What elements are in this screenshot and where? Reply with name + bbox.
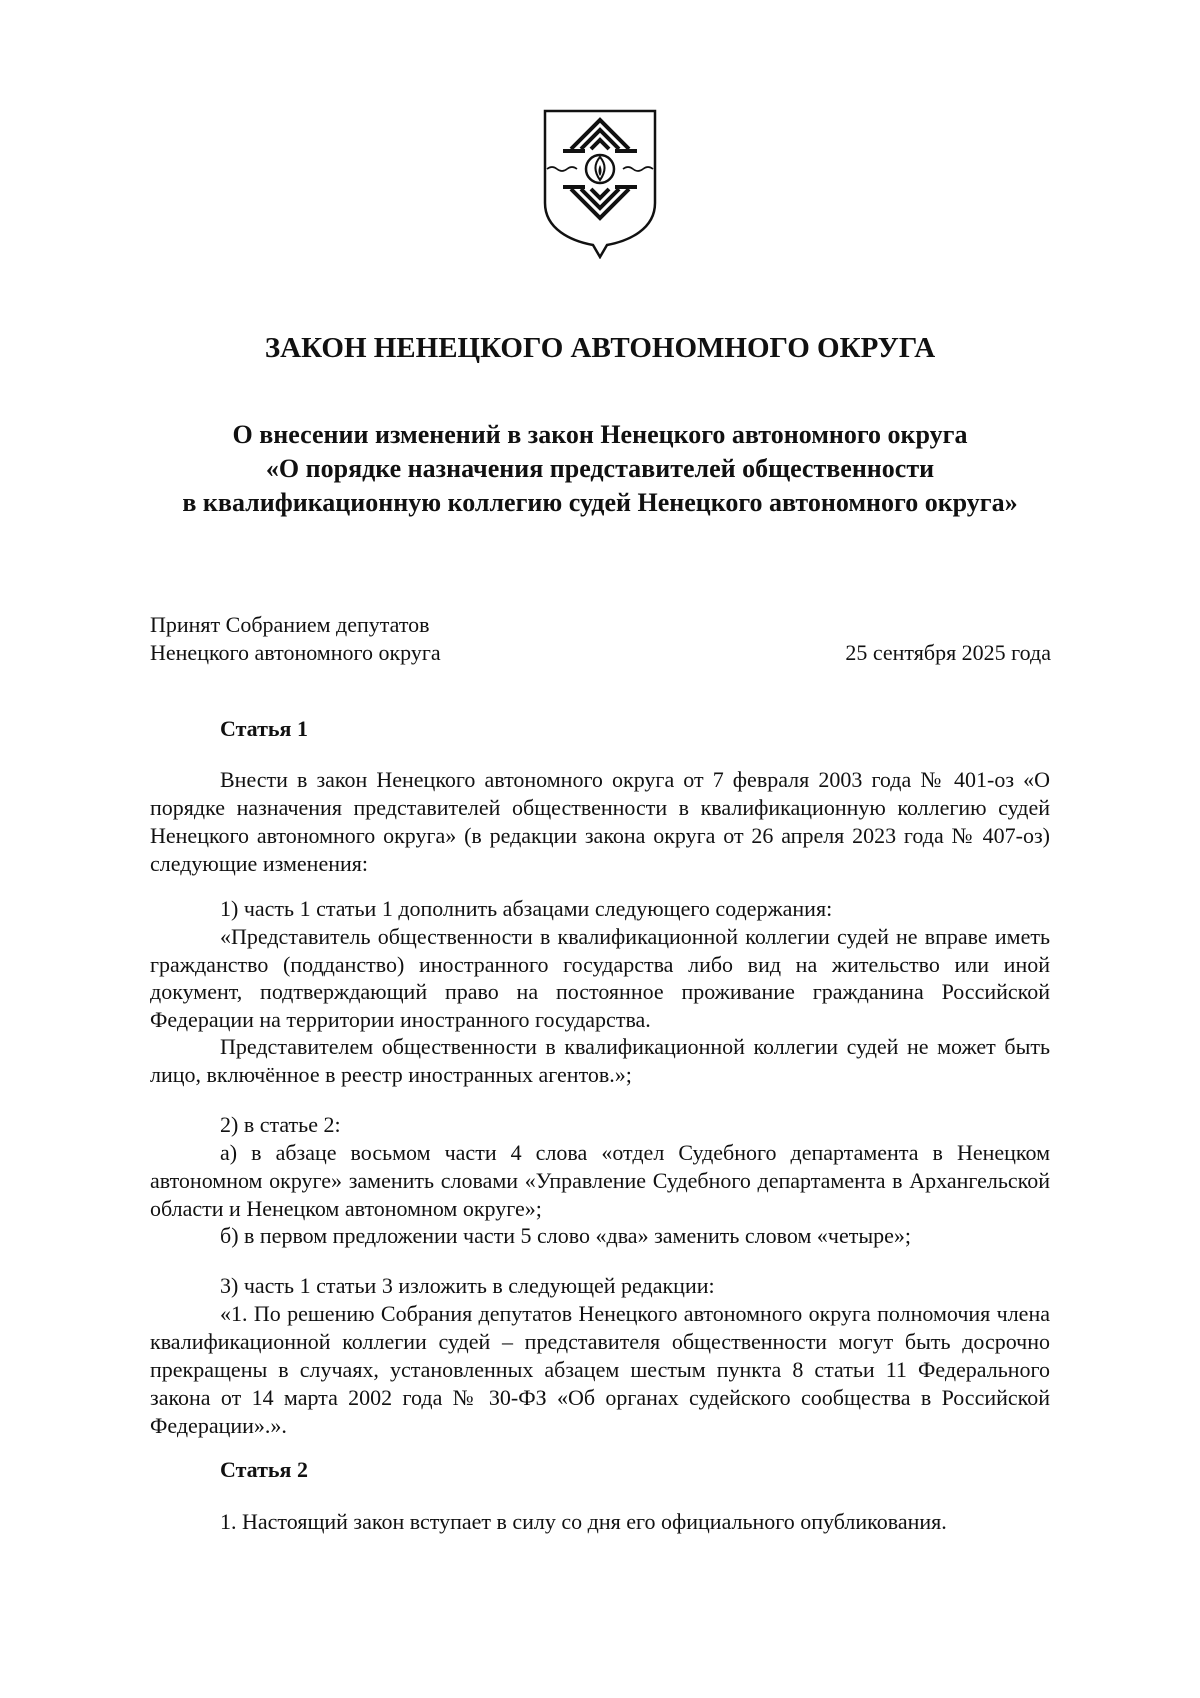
article-1-item-2-a: а) в абзаце восьмом части 4 слова «отдел Судебного департамента в Ненецком автономном округе» заменить словами «Управление Судебного департамента в Архангельской области и Ненецком автономном округе»; xyxy=(150,1140,1050,1221)
adopting-body-line: Принят Собранием депутатов xyxy=(150,612,430,637)
law-subtitle-line: О внесении изменений в закон Ненецкого автономного округа xyxy=(232,420,968,449)
article-2-heading: Статья 2 xyxy=(220,1457,308,1482)
article-1-item-1: 1) часть 1 статьи 1 дополнить абзацами следующего содержания: xyxy=(220,896,833,921)
adopting-body xyxy=(150,611,441,667)
law-subtitle xyxy=(100,418,1100,520)
adoption-date: 25 сентября 2025 года xyxy=(845,640,1051,665)
article-1-item-3: 3) часть 1 статьи 3 изложить в следующей редакции: xyxy=(220,1273,715,1298)
article-1-item-1-text-2: Представителем общественности в квалификационной коллегии судей не может быть лицо, включённое в реестр иностранных агентов.»; xyxy=(150,1034,1050,1087)
law-subtitle-line: в квалификационную коллегию судей Ненецкого автономного округа» xyxy=(182,488,1018,517)
adopting-body-line: Ненецкого автономного округа xyxy=(150,640,441,665)
article-1-item-1-text-1: «Представитель общественности в квалификационной коллегии судей не вправе иметь гражданство (подданство) иностранного государства либо вид на жительство или иной документ, подтверждающий право на постоянное проживание гражданина Российской Федерации на территории иностранного государства. xyxy=(150,924,1050,1032)
article-1-item-2-b: б) в первом предложении части 5 слово «два» заменить словом «четыре»; xyxy=(220,1223,911,1248)
article-1-item-2: 2) в статье 2: xyxy=(220,1112,341,1137)
law-title: ЗАКОН НЕНЕЦКОГО АВТОНОМНОГО ОКРУГА xyxy=(264,332,936,364)
article-2-item-1: 1. Настоящий закон вступает в силу со дня его официального опубликования. xyxy=(220,1509,947,1534)
article-1-item-3-text: «1. По решению Собрания депутатов Ненецкого автономного округа полномочия члена квалификационной коллегии судей – представителя общественности могут быть досрочно прекращены в случаях, установленных абзацем шестым пункта 8 статьи 11 Федерального закона от 14 марта 2002 года № 30-ФЗ «Об органах судейского сообщества в Российской Федерации».». xyxy=(150,1301,1050,1438)
article-1-heading: Статья 1 xyxy=(220,716,308,741)
coat-of-arms-icon xyxy=(541,107,659,259)
law-subtitle-line: «О порядке назначения представителей общественности xyxy=(265,454,935,483)
article-1-intro: Внести в закон Ненецкого автономного округа от 7 февраля 2003 года № 401-оз «О порядке назначения представителей общественности в квалификационную коллегию судей Ненецкого автономного округа» (в редакции закона округа от 26 апреля 2023 года № 407-оз) следующие изменения: xyxy=(150,767,1050,876)
